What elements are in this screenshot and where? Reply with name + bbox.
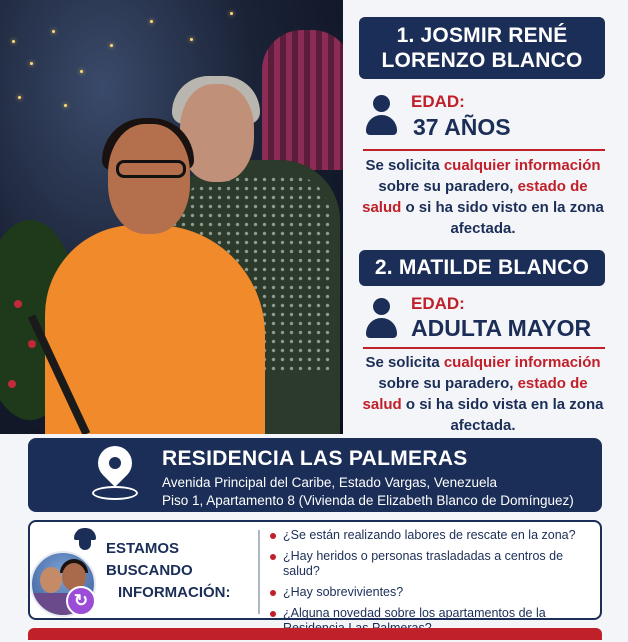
divider [363, 347, 605, 349]
location-pin-icon [98, 446, 132, 494]
rescuer-icon [74, 528, 96, 550]
photo-two-women [0, 0, 343, 434]
person1-age-value: 37 AÑOS [413, 114, 511, 140]
person2-request: Se solicita cualquier información sobre su paradero, estado de salud o si ha sido vista en la zona afectada. [362, 354, 604, 434]
person2-name-banner: 2. MATILDE BLANCO [359, 250, 605, 286]
bottom-strip [28, 628, 602, 640]
info-heading-line1: ESTAMOS [106, 540, 180, 557]
list-item: ¿Hay heridos o personas trasladadas a centros de salud? [270, 549, 600, 579]
residence-address-line2: Piso 1, Apartamento 8 (Vivienda de Elizabeth Blanco de Domínguez) [162, 493, 574, 508]
residence-address-line1: Avenida Principal del Caribe, Estado Vargas, Venezuela [162, 475, 497, 490]
divider [258, 530, 260, 614]
info-heading-line3: INFORMACIÓN: [118, 584, 231, 601]
person-icon [366, 95, 396, 135]
list-item: ¿Alguna novedad sobre los apartamentos de la [270, 606, 600, 636]
repost-icon[interactable]: ↻ [66, 586, 96, 616]
question-list [270, 528, 600, 642]
person1-name-banner [359, 17, 605, 79]
divider [363, 149, 605, 151]
person-icon [366, 298, 396, 338]
person2-age-label: EDAD: [411, 294, 465, 313]
residence-panel [28, 438, 602, 512]
info-request-box [28, 520, 602, 620]
person2-age-value: ADULTA MAYOR [411, 315, 592, 341]
person1-name-line2: LORENZO BLANCO [381, 49, 583, 72]
info-heading-line2: BUSCANDO [106, 562, 193, 579]
residence-title: RESIDENCIA LAS PALMERAS [162, 447, 468, 470]
list-item: ¿Se están realizando labores de rescate en la zona? [270, 528, 600, 543]
list-item: ¿Hay sobrevivientes? [270, 585, 600, 600]
person1-name-line1: 1. JOSMIR RENÉ [396, 24, 568, 47]
person1-request: Se solicita cualquier información sobre su paradero, estado de salud o si ha sido visto en la zona afectada. [362, 157, 604, 237]
person1-age-label: EDAD: [411, 92, 465, 111]
